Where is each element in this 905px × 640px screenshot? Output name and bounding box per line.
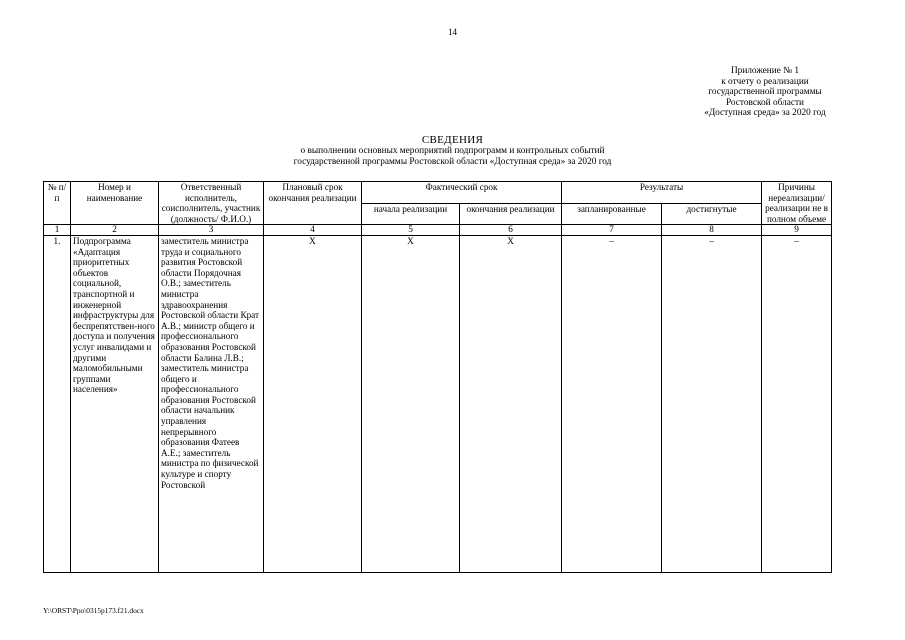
row-reasons: – [762,235,832,572]
header-actual-start: начала реализации [362,203,460,225]
appendix-line: к отчету о реализации [721,76,809,87]
header-responsible: Ответственный исполнитель, соисполнитель, участник (должность/ Ф.И.О.) [159,182,264,225]
header-achieved: достигнутые [662,203,762,225]
row-actual-end: Х [460,235,562,572]
column-number: 1 [44,225,71,236]
row-achieved: – [662,235,762,572]
appendix-line: Приложение № 1 [730,66,800,76]
page-number: 14 [448,27,457,37]
column-number: 2 [71,225,159,236]
document-subtitle: о выполнении основных мероприятий подпрограмм и контрольных событий [300,146,605,156]
document-title: СВЕДЕНИЯ [421,134,484,146]
row-name: Подпрограмма «Адаптация приоритетных объектов социальной, транспортной и инженерной инфраструктуры для беспрепятствен-ного доступа и получения услуг инвалидами и другими маломобильными группами населения» [71,235,159,572]
header-results: Результаты [562,182,762,204]
column-number: 8 [662,225,762,236]
report-table [43,181,832,573]
appendix-line: государственной программы [708,87,822,98]
appendix-line: Ростовской области [725,97,805,108]
header-actual-end: окончания реализации [460,203,562,225]
row-responsible: заместитель министра труда и социального развития Ростовской области Порядочная О.В.; заместитель министра здравоохранения Ростовской области Крат А.В.; министр общего и профессионального образования Ростовской области Балина Л.В.; заместитель министра общего и профессионального образования Ростовской области начальник управления непрерывного образования Фатеев А.Е.; заместитель министра по физической культуре и спорту Ростовской [159,235,264,572]
document-subtitle-2: государственной программы Ростовской области «Доступная среда» за 2020 год [293,156,612,167]
header-planned: запланированные [562,203,662,225]
header-reasons: Причины нереализации/ реализации не в полном объеме [762,182,832,225]
column-number: 4 [264,225,362,236]
column-number: 5 [362,225,460,236]
row-plan-term: Х [264,235,362,572]
document-heading [0,134,905,167]
header-no: № п/п [44,182,71,225]
appendix-block [685,66,845,119]
row-actual-start: Х [362,235,460,572]
table-row [44,235,832,572]
row-number: 1. [44,235,71,572]
column-number: 6 [460,225,562,236]
row-planned: – [562,235,662,572]
column-numbers-row [44,225,832,236]
file-path-footer: Y:\ORST\Ppo\0315p173.f21.docx [43,606,144,615]
column-number: 7 [562,225,662,236]
header-name: Номер и наименование [71,182,159,225]
column-number: 9 [762,225,832,236]
appendix-line: «Доступная среда» за 2020 год [704,108,826,119]
column-number: 3 [159,225,264,236]
header-actual-term: Фактический срок [362,182,562,204]
header-row [44,182,832,204]
header-plan-term: Плановый срок окончания реализации [264,182,362,225]
